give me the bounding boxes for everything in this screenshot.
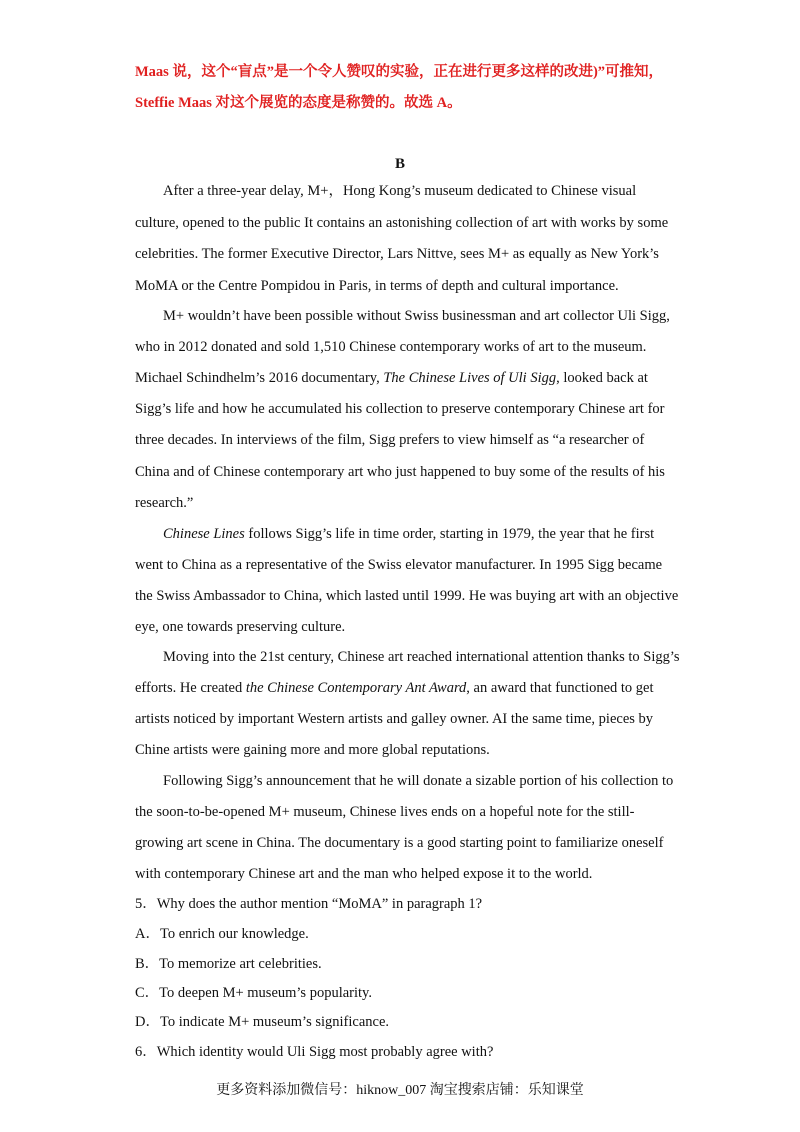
text-run: , an award that functioned to get: [466, 680, 654, 696]
paragraph-1-line: culture, opened to the public It contains an astonishing collection of art with works by some: [135, 215, 669, 231]
paragraph-2-line: China and of Chinese contemporary art who just happened to buy some of the results of his: [135, 464, 665, 480]
paragraph-2-line: three decades. In interviews of the film, Sigg prefers to view himself as “a researcher of: [135, 432, 645, 448]
paragraph-4-line: [135, 678, 675, 698]
paragraph-4-line: artists noticed by important Western artists and galley owner. AI the same time, pieces by: [135, 711, 654, 727]
question-5: 5．Why does the author mention “MoMA” in paragraph 1?: [135, 896, 483, 912]
text-run: efforts. He created: [135, 680, 246, 696]
paragraph-5-line: the soon-to-be-opened M+ museum, Chinese lives ends on a hopeful note for the still-: [135, 804, 635, 820]
paragraph-3-line: [163, 524, 673, 544]
paragraph-1-line: MoMA or the Centre Pompidou in Paris, in terms of depth and cultural importance.: [135, 278, 619, 294]
page-footer: 更多资料添加微信号：hiknow_007 淘宝搜索店铺：乐知课堂: [216, 1083, 584, 1098]
paragraph-1-line: celebrities. The former Executive Director, Lars Nittve, sees M+ as equally as New York’s: [135, 246, 659, 262]
paragraph-2-line: who in 2012 donated and sold 1,510 Chinese contemporary works of art to the museum.: [135, 339, 647, 355]
paragraph-2-line: [135, 368, 675, 388]
paragraph-5-line: growing art scene in China. The documentary is a good starting point to familiarize oneself: [135, 835, 664, 851]
paragraph-5-line: Following Sigg’s announcement that he will donate a sizable portion of his collection to: [163, 773, 674, 789]
question-5-option-a: A．To enrich our knowledge.: [135, 926, 309, 942]
question-5-option-c: C．To deepen M+ museum’s popularity.: [135, 985, 372, 1001]
documentary-title: The Chinese Lives of Uli Sigg: [383, 370, 557, 386]
paragraph-3-line: eye, one towards preserving culture.: [135, 619, 346, 635]
paragraph-2-line: M+ wouldn’t have been possible without Swiss businessman and art collector Uli Sigg,: [163, 308, 670, 324]
question-5-option-b: B．To memorize art celebrities.: [135, 956, 322, 972]
answer-explanation-line-1: Maas 说，这个“盲点”是一个令人赞叹的实验，正在进行更多这样的改进)”可推知，: [135, 64, 664, 80]
question-5-option-d: D．To indicate M+ museum’s significance.: [135, 1014, 390, 1030]
question-6: 6．Which identity would Uli Sigg most probably agree with?: [135, 1044, 494, 1060]
award-title: the Chinese Contemporary Ant Award: [245, 680, 467, 696]
text-run: follows Sigg’s life in time order, starting in 1979, the year that he first: [244, 526, 655, 542]
documentary-title: Chinese Lines: [163, 526, 245, 542]
paragraph-2-line: research.”: [135, 495, 194, 511]
text-run: , looked back at: [556, 370, 648, 386]
paragraph-1-line: After a three-year delay, M+，Hong Kong’s museum dedicated to Chinese visual: [163, 183, 637, 199]
paragraph-4-line: Chine artists were gaining more and more global reputations.: [135, 742, 490, 758]
paragraph-2-line: Sigg’s life and how he accumulated his collection to preserve contemporary Chinese art for: [135, 401, 665, 417]
paragraph-4-line: Moving into the 21st century, Chinese art reached international attention thanks to Sigg’s: [163, 649, 680, 665]
answer-explanation-line-2: Steffie Maas 对这个展览的态度是称赞的。故选 A。: [135, 95, 462, 111]
paragraph-3-line: the Swiss Ambassador to China, which lasted until 1999. He was buying art with an objective: [135, 588, 679, 604]
section-title: B: [394, 156, 405, 172]
text-run: Michael Schindhelm’s 2016 documentary,: [135, 370, 384, 386]
paragraph-5-line: with contemporary Chinese art and the man who helped expose it to the world.: [135, 866, 593, 882]
paragraph-3-line: went to China as a representative of the Swiss elevator manufacturer. In 1995 Sigg became: [135, 557, 663, 573]
